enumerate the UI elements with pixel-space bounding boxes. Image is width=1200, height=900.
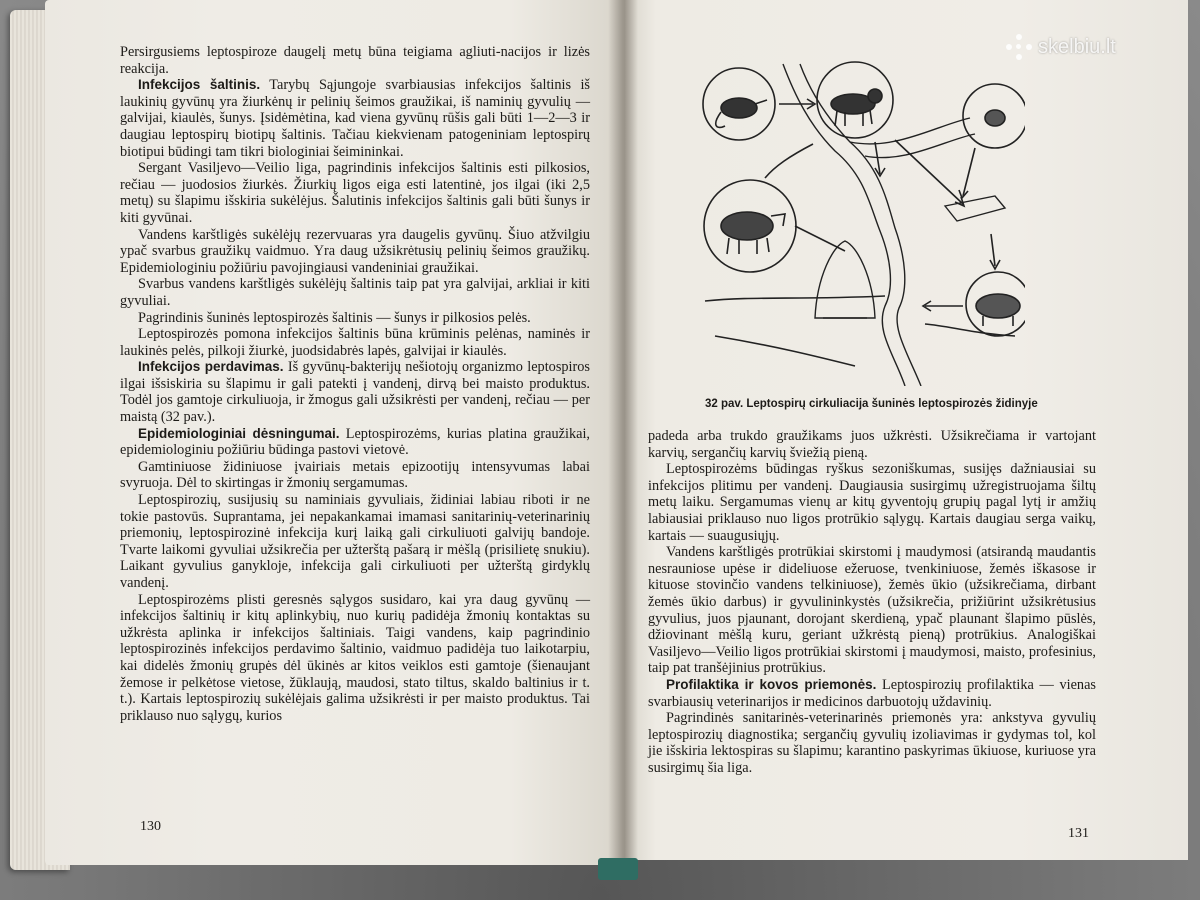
paragraph-text: Sergant Vasiljevo—Veilio liga, pagrindinis infekcijos šaltinis esti pilkosios, rečiau — juodosios žiurkės. Žiurkių ligos eiga esti latentinė, jos ilgai (iki 2,5 metų) su šlapimu išskiria sukėlėjus. Šalutinis infekcijos šaltinis gali būti šunys ir kiti gyvūnai. [120, 160, 590, 226]
paragraph-text: Leptospirozės pomona infekcijos šaltinis būna krūminis pelėnas, naminės ir laukinės pelės, pilkoji žiurkė, juodsidabrės lapės, galvijai ir kiaulės. [120, 326, 590, 359]
paragraph-text: Vandens karštligės protrūkiai skirstomi į maudymosi (atsirandą maudantis nesrauniose upėse ir dideliuose ežeruose, tvenkiniuose, žemės iškasose ir kituose stovinčio vandens telkiniuose), žemės ūkio (užsikrečiama, dirbant žemės ūkio darbus) ir gyvulininkystės (užsikrečia, prižiūrint užsikrėtusius gyvulius, juos pjaunant, dorojant skerdieną, ypač plaunant šlapimo pūslės, džiovinant mėšlą kuru, geriant užkrėstą pieną) protrūkius. Analogiškai Vasiljevo—Veilio ligos protrūkiai skirstomi į maudymosi, maisto, profesinius, taip pat tranšėjinius protrūkius. [648, 544, 1096, 677]
right-page-text [648, 428, 1096, 776]
paragraph [120, 160, 590, 226]
paragraph-heading: Infekcijos perdavimas. [138, 359, 284, 375]
paragraph [648, 677, 1096, 710]
paragraph-text: padeda arba trukdo graužikams juos užkrėsti. Užsikrečiama ir vartojant karvių, sergančių karvių šviežią pieną. [648, 428, 1096, 461]
page-number-right: 131 [1068, 826, 1089, 841]
paragraph-text: Iš gyvūnų-bakterijų nešiotojų organizmo leptospiros ilgai išsiskiria su šlapimu ir gali patekti į vandenį, dirvą bei maisto produktus. Todėl jos gamtoje cirkuliuoja, ir žmogus gali užsikrėsti per vandenį, rečiau — per maistą (32 pav.). [120, 359, 590, 426]
paragraph-text: Leptospirozių, susijusių su naminiais gyvuliais, židiniai labiau riboti ir ne tokie pastovūs. Suprantama, jei nepakankamai imamasi sanitarinių-veterinarinių priemonių, leptospirozinė infekcija kurį laiką gali cirkuliuoti galvijų bandoje. Tvarte laikomi gyvuliai užsikrečia per užterštą pašarą ir mėšlą (prisilietę snukiu). Laikant gyvulius ganykloje, infekcija gali cirkuliuoti per užterštą girdyklų vandenį. [120, 492, 590, 591]
paragraph [120, 359, 590, 425]
paragraph [648, 461, 1096, 544]
paragraph [120, 592, 590, 725]
paragraph-text: Pagrindinis šuninės leptospirozės šaltinis — šunys ir pilkosios pelės. [138, 309, 531, 326]
paragraph-text: Leptospirozių profilaktika — vienas svarbiausių veterinarijos ir medicinos darbuotojų uždavinių. [648, 676, 1096, 710]
paragraph [120, 459, 590, 492]
paragraph-heading: Infekcijos šaltinis. [138, 77, 261, 93]
paragraph-text: Leptospirozėms būdingas ryškus sezoniškumas, susijęs dažniausiai su infekcijos plitimu per vandenį. Daugiausia susirgimų užregistruojama šiltų metų laiku. Sergamumas vienų ar kitų gyventojų grupių pagal lytį ir amžių labiausiai priklauso nuo ligos protrūkio sąlygų. Kartais daugiau serga vaikų, kartais — suaugusiųjų. [648, 461, 1096, 544]
paragraph [120, 44, 590, 77]
figure-leptospira-circulation [695, 56, 1025, 386]
paragraph [120, 227, 590, 277]
spine-tape [598, 858, 638, 880]
paragraph [120, 426, 590, 459]
page-number-left: 130 [140, 819, 161, 834]
book-gutter [608, 0, 638, 880]
paragraph-heading: Profilaktika ir kovos priemonės. [666, 676, 877, 692]
paragraph-heading: Epidemiologiniai dėsningumai. [138, 425, 340, 441]
skelbiu-watermark [1006, 34, 1116, 60]
skelbiu-logo-icon [1006, 34, 1032, 60]
paragraph-text: Gamtiniuose židiniuose įvairiais metais epizootijų intensyvumas labai svyruoja. Dėl to skirtingas ir žmonių sergamumas. [120, 458, 590, 492]
paragraph-text: Vandens karštligės sukėlėjų rezervuaras yra daugelis gyvūnų. Šiuo atžvilgiu ypač svarbus graužikų vaidmuo. Yra daug užsikrėtusių pelinių šeimos graužikų. Epidemiologiniu požiūriu pavojingiausi vandeniniai graužikai. [120, 226, 590, 276]
paragraph-text: Tarybų Sąjungoje svarbiausias infekcijos šaltinis iš laukinių gyvūnų yra žiurkėnų ir pelinių šeimos graužikai, iš naminių gyvulių — galvijai, kiaulės, šunys. Įsidėmėtina, kad viena gyvūnų rūšis gali būti 1—2—3 ir daugiau leptospirų biotipų šaltinis. Tačiau kiekvienam patogeniniam leptospirų biotipui būdingi tam tikri biologiniai šeimininkai. [120, 77, 590, 160]
paragraph [120, 492, 590, 592]
figure-caption: 32 pav. Leptospirų cirkuliacija šuninės leptospirozės židinyje [705, 398, 1038, 410]
paragraph [648, 710, 1096, 776]
paragraph-text: Pagrindinės sanitarinės-veterinarinės priemonės yra: ankstyva gyvulių leptospirozių diagnostika; sergančių gyvulių izoliavimas ir gydymas tol, kol jie išskiria lektospiras su šlapimu; karantino paskyrimas ūkiuose, kuriuose yra susirgimų šia liga. [648, 710, 1096, 776]
paragraph [120, 77, 590, 160]
watermark-text: skelbiu.lt [1038, 35, 1116, 58]
paragraph [120, 276, 590, 309]
paragraph-text: Leptospirozėms plisti geresnės sąlygos susidaro, kai yra daug gyvūnų — infekcijos šaltinių ir kitų aplinkybių, nuo kurių padidėja žmonių kontaktas su užkrėsta aplinka ir infekcijos šaltiniais. Taigi vandens, kaip pagrindinio leptospirozinės infekcijos perdavimo šaltinio, vaidmuo padidėja tuo laikotarpiu, kai didelės žmonių grupės dėl ūkinės ar kitos veiklos esti gamtoje (šienaujant žemose ir pelkėtose vietose, žūklaują, maudosi, stato tiltus, skaldo baltinius ir t. t.). Kartais leptospirozių sukėlėjais galima užsikrėsti ir per maisto produktus. Tai priklauso nuo sąlygų, kurios [120, 591, 590, 724]
paragraph-text: Svarbus vandens karštligės sukėlėjų šaltinis taip pat yra galvijai, arkliai ir kiti gyvuliai. [120, 276, 590, 309]
paragraph-text: Persirgusiems leptospiroze daugelį metų būna teigiama agliuti-nacijos ir lizės reakcija. [120, 44, 590, 77]
paragraph-text: Leptospirozėms, kurias platina graužikai, epidemiologiniu požiūriu būdinga pastovi vietovė. [120, 425, 591, 459]
left-page-text [120, 44, 590, 724]
paragraph [120, 310, 590, 327]
paragraph [648, 544, 1096, 677]
paragraph [648, 428, 1096, 461]
paragraph [120, 326, 590, 359]
